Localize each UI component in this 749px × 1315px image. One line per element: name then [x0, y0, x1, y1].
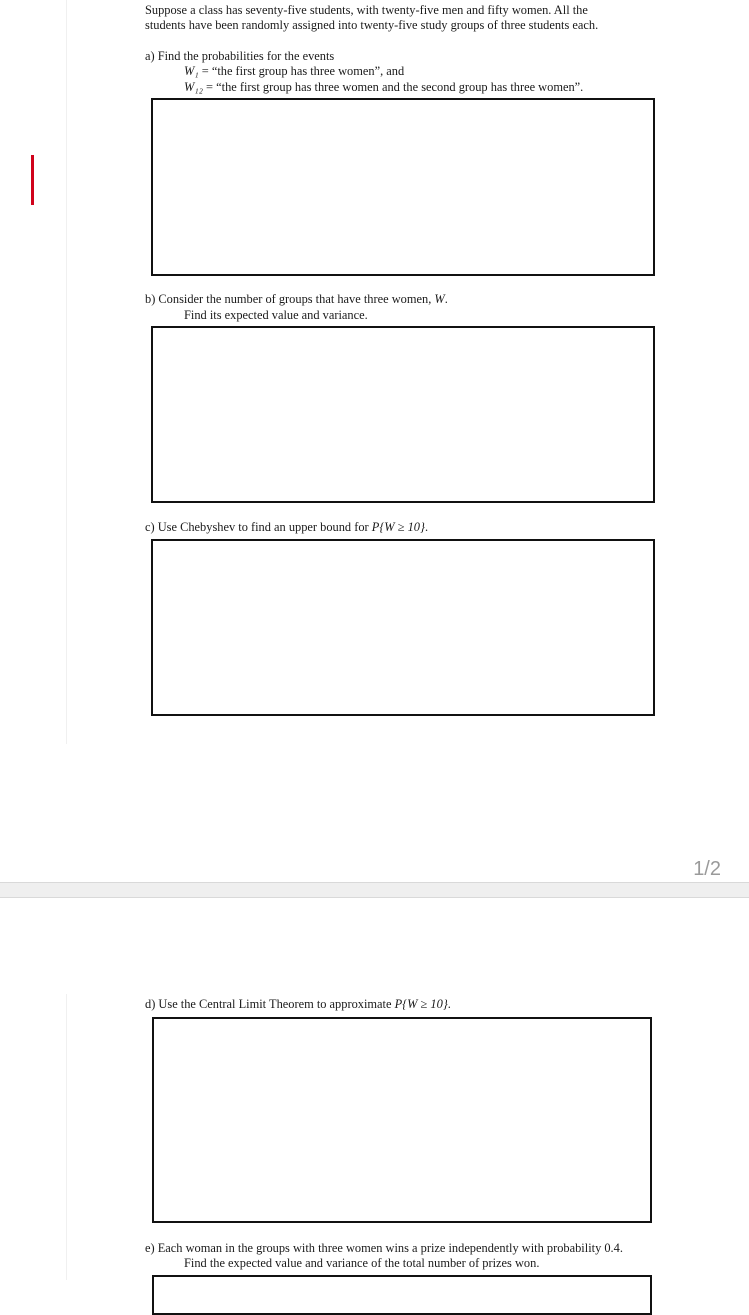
page-indicator: 1/2 [693, 858, 721, 880]
answer-box-b[interactable] [151, 326, 655, 503]
text-cursor [31, 155, 34, 205]
w1-symbol: W₁ [184, 64, 199, 78]
part-b-symbol: W [434, 292, 445, 306]
event-w1 [184, 64, 404, 79]
part-d-heading [145, 997, 451, 1012]
part-d-end: . [447, 997, 451, 1011]
w12-definition: = “the first group has three women and the second group has three women”. [202, 80, 584, 94]
w12-symbol: W₁₂ [184, 80, 203, 94]
part-c-heading [145, 520, 428, 535]
intro-line-2: students have been randomly assigned into twenty-five study groups of three students each. [145, 18, 599, 32]
part-c-math: P{W ≥ 10} [371, 520, 425, 534]
event-w12 [184, 80, 583, 95]
answer-box-d[interactable] [152, 1017, 652, 1223]
w1-definition: = “the first group has three women”, and [198, 64, 405, 78]
part-d-text: d) Use the Central Limit Theorem to approximate [145, 997, 395, 1011]
part-e-line-1: e) Each woman in the groups with three women wins a prize independently with probability 0.4. [145, 1241, 623, 1255]
part-c-end: . [424, 520, 429, 534]
part-b-end: . [444, 292, 448, 306]
intro-line-1: Suppose a class has seventy-five students, with twenty-five men and fifty women. All the [145, 3, 588, 17]
answer-box-c[interactable] [151, 539, 655, 716]
page-2 [0, 898, 749, 1280]
part-d-math: P{W ≥ 10} [394, 997, 448, 1011]
part-a-heading: a) Find the probabilities for the events [145, 49, 335, 63]
part-c-text: c) Use Chebyshev to find an upper bound for [145, 520, 372, 534]
answer-box-e[interactable] [152, 1275, 652, 1315]
page-margin-line [66, 994, 67, 1280]
part-b-line-2: Find its expected value and variance. [184, 308, 368, 322]
answer-box-a[interactable] [151, 98, 655, 276]
part-e-line-2: Find the expected value and variance of the total number of prizes won. [184, 1256, 540, 1270]
part-b-heading [145, 292, 448, 307]
page-margin-line [66, 0, 67, 744]
part-b-text: b) Consider the number of groups that have three women, [145, 292, 435, 306]
page-separator [0, 882, 749, 898]
